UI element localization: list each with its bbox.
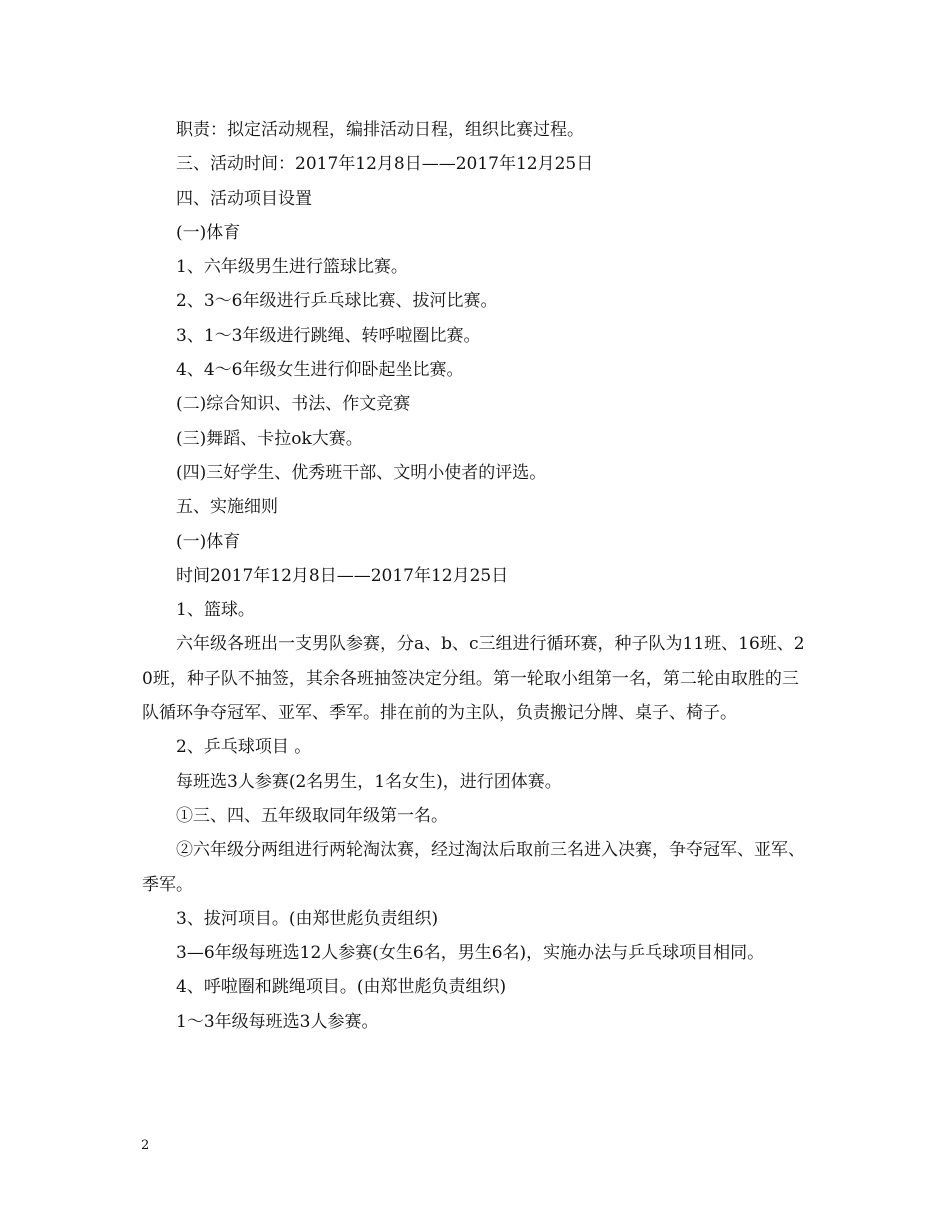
paragraph: 3、1～3年级进行跳绳、转呼啦圈比赛。	[176, 325, 481, 346]
paragraph: 4、4～6年级女生进行仰卧起坐比赛。	[176, 360, 464, 381]
paragraph: 3、拔河项目。(由郑世彪负责组织)	[176, 908, 439, 929]
paragraph: (二)综合知识、书法、作文竞赛	[176, 394, 411, 415]
paragraph: 4、呼啦圈和跳绳项目。(由郑世彪负责组织)	[176, 977, 507, 998]
paragraph: ①三、四、五年级取同年级第一名。	[176, 805, 448, 826]
paragraph: 三、活动时间：2017年12月8日——2017年12月25日	[176, 154, 594, 175]
paragraph: 时间2017年12月8日——2017年12月25日	[176, 565, 509, 586]
paragraph: (四)三好学生、优秀班干部、文明小使者的评选。	[176, 462, 547, 483]
paragraph: (一)体育	[176, 222, 241, 243]
paragraph: 四、活动项目设置	[176, 188, 312, 209]
paragraph: (三)舞蹈、卡拉ok大赛。	[176, 428, 363, 449]
paragraph: 六年级各班出一支男队参赛，分a、b、c三组进行循环赛，种子队为11班、16班、20班，种子队不抽签，其余各班抽签决定分组。第一轮取小组第一名，第二轮由取胜的三队循环争夺冠军、亚军、季军。排在前的为主队，负责搬记分牌、桌子、椅子。	[142, 634, 805, 724]
paragraph: 1～3年级每班选3人参赛。	[176, 1011, 379, 1032]
document-body	[142, 113, 810, 1039]
paragraph: ②六年级分两组进行两轮淘汰赛，经过淘汰后取前三名进入决赛，争夺冠军、亚军、季军。	[142, 840, 805, 895]
page-number: 2	[141, 1138, 150, 1153]
paragraph: 3—6年级每班选12人参赛(女生6名，男生6名)，实施办法与乒乓球项目相同。	[176, 943, 765, 964]
paragraph: (一)体育	[176, 531, 241, 552]
paragraph: 五、实施细则	[176, 497, 278, 518]
paragraph: 每班选3人参赛(2名男生，1名女生)，进行团体赛。	[176, 771, 562, 792]
paragraph: 2、乒乓球项目 。	[176, 737, 312, 758]
paragraph: 1、篮球。	[176, 600, 255, 621]
paragraph: 职责：拟定活动规程，编排活动日程，组织比赛过程。	[176, 120, 584, 140]
paragraph: 1、六年级男生进行篮球比赛。	[176, 257, 408, 278]
paragraph: 2、3～6年级进行乒乓球比赛、拔河比赛。	[176, 291, 498, 312]
